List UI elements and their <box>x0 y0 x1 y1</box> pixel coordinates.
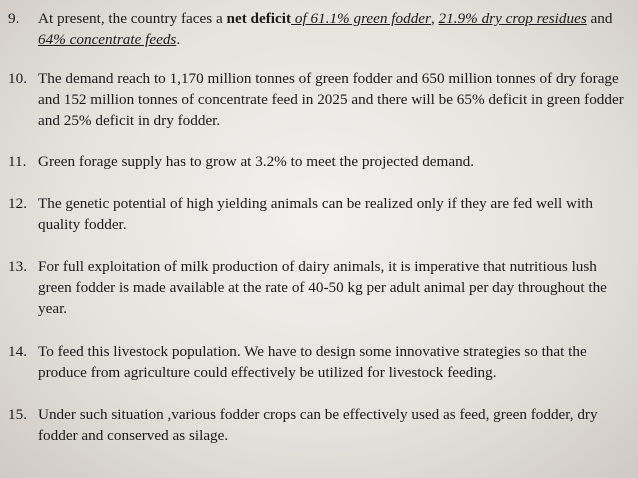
list-item-text: Under such situation ,various fodder crops can be effectively used as feed, green fodder, dry fodder and conserved as silage. <box>38 406 598 444</box>
emphasis-net-deficit: net deficit <box>226 10 292 27</box>
list-item-text: The demand reach to 1,170 million tonnes of green fodder and 650 million tonnes of dry forage and 152 million tonnes of concentrate feed in 2025 and there will be 65% deficit in green fodder and 25% deficit in dry fodder. <box>38 70 624 129</box>
list-item-number: 12. <box>8 195 27 212</box>
text-segment: At present, the country faces a <box>38 10 227 27</box>
list-item-text: The genetic potential of high yielding animals can be realized only if they are fed well with quality fodder. <box>38 195 593 233</box>
list-item-number: 15. <box>8 406 27 423</box>
list-item-text <box>38 8 630 50</box>
list-item-number: 9. <box>8 10 20 27</box>
text-segment: , <box>430 10 439 27</box>
list-item-text: For full exploitation of milk production of dairy animals, it is imperative that nutritious lush green fodder is made available at the rate of 40-50 kg per adult animal per day throughout the year. <box>38 258 607 317</box>
emphasis-green-fodder: of 61.1% green fodder <box>291 10 431 27</box>
list-item-number: 13. <box>8 258 27 275</box>
list-item-number: 10. <box>8 70 27 87</box>
emphasis-concentrate-feeds: 64% concentrate feeds <box>38 31 177 48</box>
emphasis-dry-crop-residues: 21.9% dry crop residues <box>438 10 587 27</box>
list-item-text: To feed this livestock population. We have to design some innovative strategies so that the produce from agriculture could effectively be utilized for livestock feeding. <box>38 343 587 381</box>
list-item-text: Green forage supply has to grow at 3.2% to meet the projected demand. <box>38 153 475 170</box>
list-item-number: 11. <box>8 153 27 170</box>
text-segment: and <box>586 10 613 27</box>
list-item-number: 14. <box>8 343 27 360</box>
text-segment: . <box>176 31 181 48</box>
